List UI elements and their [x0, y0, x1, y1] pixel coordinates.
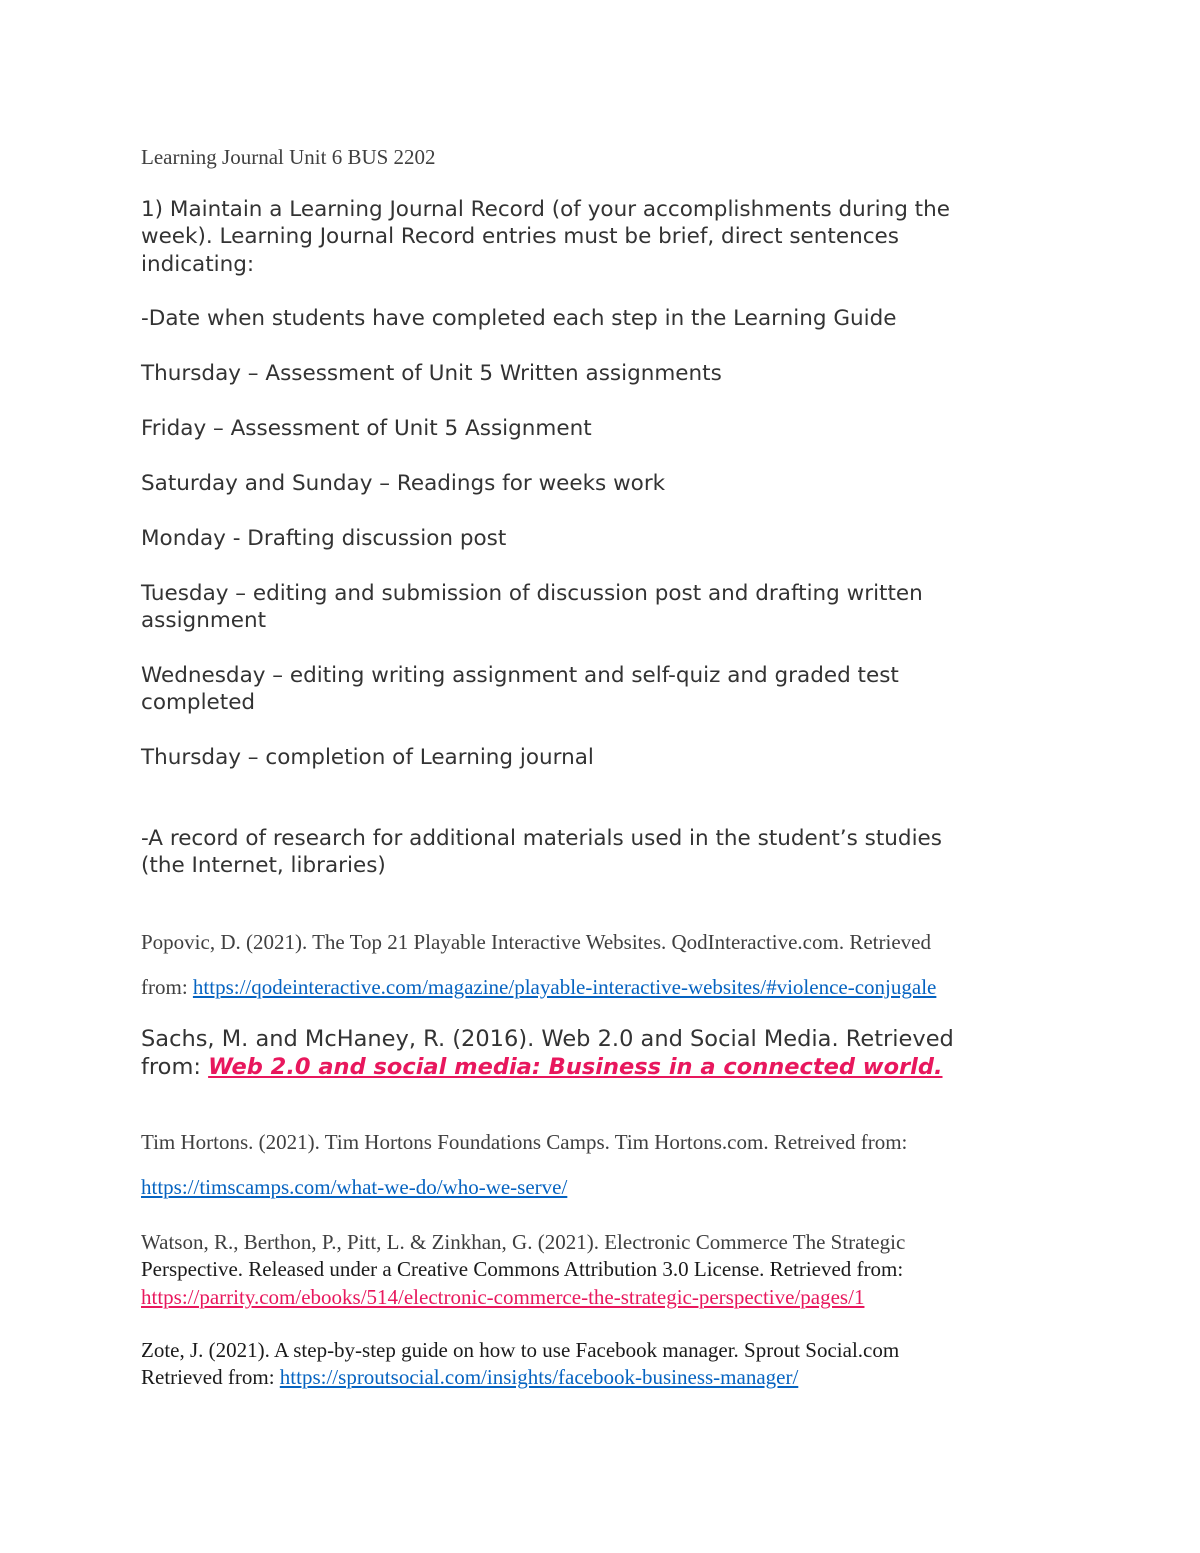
- intro-line-3: indicating:: [141, 252, 255, 277]
- entry-tuesday-line-2: assignment: [141, 608, 267, 633]
- intro-line-1: 1) Maintain a Learning Journal Record (of your accomplishments during the: [141, 197, 950, 222]
- sachs-book-link[interactable]: Web 2.0 and social media: Business in a connected world.: [208, 1054, 943, 1080]
- document-title: Learning Journal Unit 6 BUS 2202: [141, 145, 436, 169]
- research-line-2: (the Internet, libraries): [141, 853, 386, 878]
- entry-thursday: Thursday – Assessment of Unit 5 Written assignments: [141, 361, 722, 386]
- reference-watson-line-1: Watson, R., Berthon, P., Pitt, L. & Zinkhan, G. (2021). Electronic Commerce The Strategic: [141, 1230, 906, 1254]
- retrieved-label: from:: [141, 975, 193, 999]
- reference-watson-url: [141, 1284, 864, 1310]
- entry-wednesday-line-1: Wednesday – editing writing assignment and self-quiz and graded test: [141, 663, 899, 688]
- retrieved-label: Retrieved from:: [141, 1365, 280, 1389]
- intro-line-2: week). Learning Journal Record entries must be brief, direct sentences: [141, 224, 899, 249]
- reference-tim-hortons-url: [141, 1174, 567, 1200]
- entry-thursday-final: Thursday – completion of Learning journal: [141, 745, 594, 770]
- reference-tim-hortons: Tim Hortons. (2021). Tim Hortons Foundations Camps. Tim Hortons.com. Retreived from:: [141, 1130, 908, 1154]
- zote-url-link[interactable]: https://sproutsocial.com/insights/facebook-business-manager/: [279, 1365, 799, 1389]
- entry-monday: Monday - Drafting discussion post: [141, 526, 507, 551]
- popovic-url-link[interactable]: https://qodeinteractive.com/magazine/playable-interactive-websites/#violence-conjugale: [192, 975, 937, 999]
- entry-wednesday-line-2: completed: [141, 690, 256, 715]
- reference-zote-from: [141, 1364, 798, 1390]
- reference-popovic: Popovic, D. (2021). The Top 21 Playable Interactive Websites. QodInteractive.com. Retrieved: [141, 930, 931, 954]
- reference-watson-line-2: Perspective. Released under a Creative Commons Attribution 3.0 License. Retrieved from:: [141, 1257, 904, 1281]
- date-heading: -Date when students have completed each step in the Learning Guide: [141, 306, 897, 331]
- entry-tuesday-line-1: Tuesday – editing and submission of discussion post and drafting written: [141, 581, 923, 606]
- tim-hortons-url-link[interactable]: https://timscamps.com/what-we-do/who-we-serve/: [141, 1175, 568, 1199]
- reference-sachs-from: [141, 1054, 943, 1082]
- retrieved-label: from:: [141, 1054, 209, 1080]
- watson-url-link[interactable]: https://parrity.com/ebooks/514/electronic-commerce-the-strategic-perspective/pages/1: [141, 1285, 865, 1309]
- entry-friday: Friday – Assessment of Unit 5 Assignment: [141, 416, 592, 441]
- entry-weekend: Saturday and Sunday – Readings for weeks work: [141, 471, 666, 496]
- reference-sachs-line-1: Sachs, M. and McHaney, R. (2016). Web 2.0 and Social Media. Retrieved: [141, 1026, 954, 1052]
- reference-popovic-from: [141, 974, 936, 1000]
- reference-zote-line-1: Zote, J. (2021). A step-by-step guide on how to use Facebook manager. Sprout Social.com: [141, 1338, 900, 1362]
- research-line-1: -A record of research for additional materials used in the student’s studies: [141, 826, 942, 851]
